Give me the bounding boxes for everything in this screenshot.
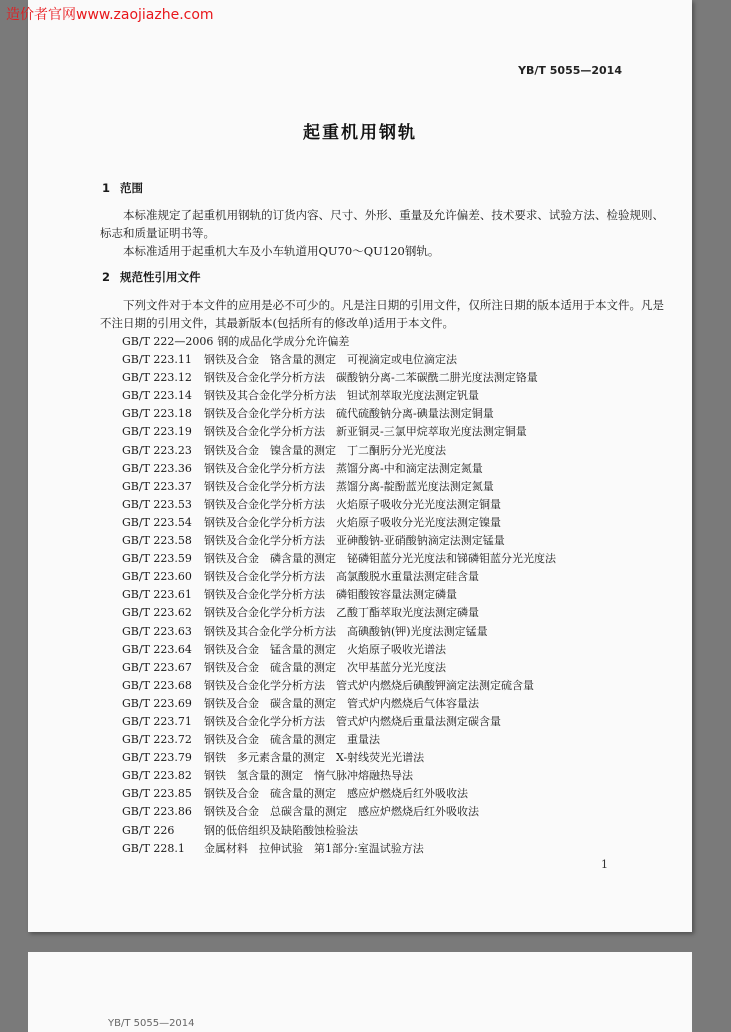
reference-item bbox=[122, 749, 556, 767]
reference-item bbox=[122, 822, 556, 840]
reference-item bbox=[122, 713, 556, 731]
section-title: 规范性引用文件 bbox=[120, 270, 201, 284]
reference-code: GB/T 223.53 bbox=[122, 497, 192, 511]
reference-code: GB/T 223.58 bbox=[122, 534, 192, 548]
section-heading-normative-references bbox=[102, 269, 201, 285]
section-heading-scope bbox=[102, 180, 143, 196]
reference-item bbox=[122, 767, 556, 785]
reference-item bbox=[122, 623, 556, 641]
reference-title: 钢铁及合金化学分析方法 火焰原子吸收分光光度法测定铜量 bbox=[204, 497, 501, 511]
reference-item bbox=[122, 840, 556, 858]
reference-title: 钢铁及其合金化学分析方法 高碘酸钠(钾)光度法测定锰量 bbox=[204, 624, 488, 638]
reference-code: GB/T 222—2006 bbox=[122, 335, 214, 348]
reference-code: GB/T 223.62 bbox=[122, 606, 192, 620]
reference-title: 钢铁及合金 碳含量的测定 管式炉内燃烧后气体容量法 bbox=[204, 696, 479, 710]
reference-item bbox=[122, 803, 556, 821]
reference-item bbox=[122, 550, 556, 568]
paragraph: 本标准规定了起重机用钢轨的订货内容、尺寸、外形、重量及允许偏差、技术要求、试验方法、检验规则、标志和质量证明书等。 bbox=[100, 208, 664, 240]
reference-code: GB/T 223.11 bbox=[122, 353, 192, 367]
reference-title: 钢铁及合金化学分析方法 高氯酸脱水重量法测定硅含量 bbox=[204, 570, 479, 584]
reference-item bbox=[122, 677, 556, 695]
reference-list bbox=[122, 333, 556, 858]
reference-title: 钢铁及合金化学分析方法 新亚铜灵-三氯甲烷萃取光度法测定铜量 bbox=[204, 425, 527, 439]
reference-item bbox=[122, 496, 556, 514]
reference-code: GB/T 223.19 bbox=[122, 425, 192, 439]
reference-title: 钢铁及合金化学分析方法 碳酸钠分离-二苯碳酰二肼光度法测定铬量 bbox=[204, 371, 538, 385]
next-page bbox=[28, 952, 692, 1032]
reference-title: 钢铁及合金 铬含量的测定 可视滴定或电位滴定法 bbox=[204, 353, 457, 367]
reference-item bbox=[122, 514, 556, 532]
reference-title: 钢铁及合金化学分析方法 管式炉内燃烧后碘酸钾滴定法测定硫含量 bbox=[204, 678, 534, 692]
reference-title: 钢铁及合金 硫含量的测定 次甲基蓝分光光度法 bbox=[204, 660, 446, 674]
reference-item bbox=[122, 387, 556, 405]
reference-code: GB/T 228.1 bbox=[122, 841, 185, 855]
reference-title: 钢铁及合金化学分析方法 火焰原子吸收分光光度法测定镍量 bbox=[204, 515, 501, 529]
reference-code: GB/T 226 bbox=[122, 823, 175, 837]
reference-code: GB/T 223.69 bbox=[122, 696, 192, 710]
reference-code: GB/T 223.82 bbox=[122, 769, 192, 783]
reference-code: GB/T 223.61 bbox=[122, 588, 192, 602]
reference-code: GB/T 223.59 bbox=[122, 552, 192, 566]
reference-code: GB/T 223.60 bbox=[122, 570, 192, 584]
reference-title: 钢铁及合金 总碳含量的测定 感应炉燃烧后红外吸收法 bbox=[204, 805, 479, 819]
reference-item bbox=[122, 604, 556, 622]
reference-title: 钢铁及合金 硫含量的测定 重量法 bbox=[204, 733, 380, 747]
reference-item bbox=[122, 405, 556, 423]
reference-title: 钢铁 氢含量的测定 惰气脉冲熔融热导法 bbox=[204, 769, 413, 783]
section-title: 范围 bbox=[120, 181, 143, 195]
reference-item bbox=[122, 369, 556, 387]
reference-code: GB/T 223.72 bbox=[122, 733, 192, 747]
standard-code: YB/T 5055—2014 bbox=[518, 64, 622, 77]
reference-item bbox=[122, 785, 556, 803]
reference-item bbox=[122, 423, 556, 441]
reference-title: 钢铁及合金 磷含量的测定 铋磷钼蓝分光光度法和锑磷钼蓝分光光度法 bbox=[204, 552, 556, 566]
reference-item bbox=[122, 659, 556, 677]
paragraph: 本标准适用于起重机大车及小车轨道用QU70～QU120钢轨。 bbox=[123, 244, 440, 258]
reference-title: 钢的低倍组织及缺陷酸蚀检验法 bbox=[204, 823, 358, 837]
reference-title: 钢铁 多元素含量的测定 X-射线荧光光谱法 bbox=[204, 751, 425, 765]
reference-code: GB/T 223.14 bbox=[122, 389, 192, 403]
next-page-header: YB/T 5055—2014 bbox=[108, 1018, 195, 1029]
watermark-text: 造价者官网www.zaojiazhe.com bbox=[6, 7, 214, 23]
reference-item bbox=[122, 333, 556, 351]
reference-item bbox=[122, 460, 556, 478]
reference-code: GB/T 223.37 bbox=[122, 479, 192, 493]
paragraph: 下列文件对于本文件的应用是必不可少的。凡是注日期的引用文件，仅所注日期的版本适用于本文件。凡是不注日期的引用文件，其最新版本(包括所有的修改单)适用于本文件。 bbox=[100, 298, 664, 330]
reference-title: 钢铁及合金化学分析方法 乙酸丁酯萃取光度法测定磷量 bbox=[204, 606, 479, 620]
reference-title: 钢的成品化学成分允许偏差 bbox=[217, 335, 350, 348]
reference-code: GB/T 223.63 bbox=[122, 624, 192, 638]
reference-item bbox=[122, 568, 556, 586]
reference-item bbox=[122, 586, 556, 604]
reference-title: 钢铁及合金化学分析方法 蒸馏分离-靛酚蓝光度法测定氮量 bbox=[204, 479, 494, 493]
reference-code: GB/T 223.71 bbox=[122, 714, 192, 728]
document-page bbox=[28, 0, 692, 932]
reference-code: GB/T 223.54 bbox=[122, 515, 192, 529]
reference-title: 钢铁及合金 镍含量的测定 丁二酮肟分光光度法 bbox=[204, 443, 446, 457]
reference-code: GB/T 223.79 bbox=[122, 751, 192, 765]
reference-title: 钢铁及合金化学分析方法 管式炉内燃烧后重量法测定碳含量 bbox=[204, 714, 501, 728]
reference-item bbox=[122, 442, 556, 460]
reference-title: 钢铁及合金 锰含量的测定 火焰原子吸收光谱法 bbox=[204, 642, 446, 656]
reference-code: GB/T 223.67 bbox=[122, 660, 192, 674]
reference-title: 金属材料 拉伸试验 第1部分:室温试验方法 bbox=[204, 841, 424, 855]
section-number: 2 bbox=[102, 270, 111, 284]
reference-title: 钢铁及合金化学分析方法 亚砷酸钠-亚硝酸钠滴定法测定锰量 bbox=[204, 534, 505, 548]
reference-title: 钢铁及合金化学分析方法 蒸馏分离-中和滴定法测定氮量 bbox=[204, 461, 483, 475]
reference-item bbox=[122, 351, 556, 369]
reference-code: GB/T 223.18 bbox=[122, 407, 192, 421]
reference-code: GB/T 223.36 bbox=[122, 461, 192, 475]
reference-code: GB/T 223.86 bbox=[122, 805, 192, 819]
reference-code: GB/T 223.64 bbox=[122, 642, 192, 656]
reference-title: 钢铁及合金 硫含量的测定 感应炉燃烧后红外吸收法 bbox=[204, 787, 468, 801]
reference-item bbox=[122, 478, 556, 496]
reference-item bbox=[122, 532, 556, 550]
page-number: 1 bbox=[601, 858, 608, 871]
reference-title: 钢铁及其合金化学分析方法 钽试剂萃取光度法测定钒量 bbox=[204, 389, 479, 403]
section-number: 1 bbox=[102, 181, 111, 195]
reference-code: GB/T 223.68 bbox=[122, 678, 192, 692]
reference-item bbox=[122, 641, 556, 659]
reference-item bbox=[122, 695, 556, 713]
reference-title: 钢铁及合金化学分析方法 磷钼酸铵容量法测定磷量 bbox=[204, 588, 457, 602]
reference-title: 钢铁及合金化学分析方法 硫代硫酸钠分离-碘量法测定铜量 bbox=[204, 407, 494, 421]
reference-item bbox=[122, 731, 556, 749]
document-title: 起重机用钢轨 bbox=[303, 123, 417, 143]
reference-code: GB/T 223.12 bbox=[122, 371, 192, 385]
reference-code: GB/T 223.23 bbox=[122, 443, 192, 457]
reference-code: GB/T 223.85 bbox=[122, 787, 192, 801]
